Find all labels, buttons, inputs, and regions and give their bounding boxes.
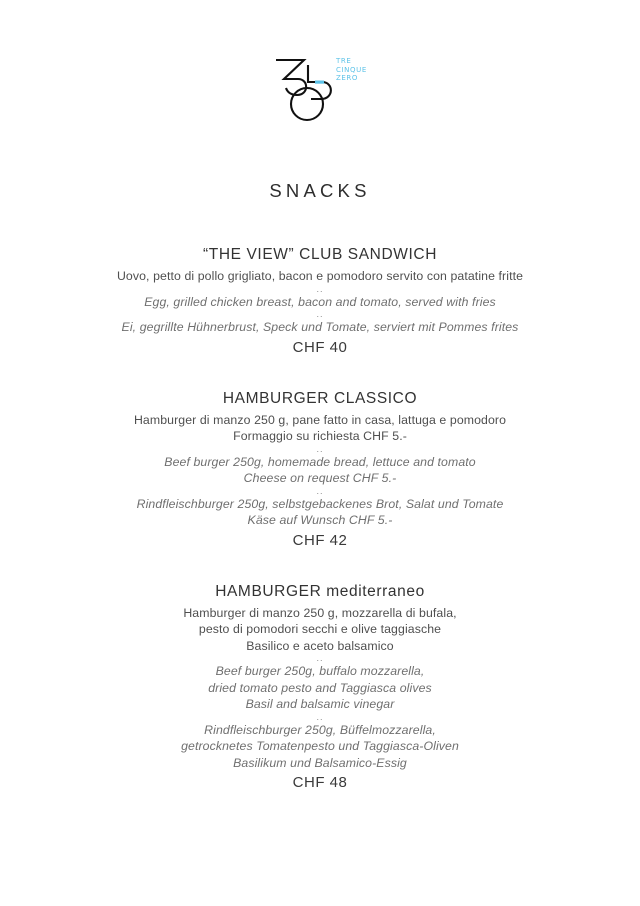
language-separator: ..: [316, 711, 324, 722]
description-line: Egg, grilled chicken breast, bacon and tomato, served with fries: [144, 294, 496, 309]
description-line: Beef burger 250g, homemade bread, lettuce and tomato: [164, 454, 476, 469]
menu-item-description-german: [0, 722, 640, 772]
section-title: SNACKS: [269, 180, 371, 201]
menu-item-description-english: [0, 454, 640, 487]
language-separator: ..: [316, 653, 324, 663]
description-line: Hamburger di manzo 250 g, pane fatto in casa, lattuga e pomodoro: [133, 412, 507, 427]
logo-word-tre: TRE: [336, 57, 352, 65]
logo-wordmark: [336, 57, 367, 83]
menu-item-description-english: [0, 663, 640, 713]
description-line: Cheese on request CHF 5.-: [243, 471, 397, 485]
menu-item-name: HAMBURGER mediterraneo: [215, 582, 425, 600]
menu-item-description-italian: [0, 412, 640, 445]
menu-item: [0, 246, 640, 356]
description-line: Käse auf Wunsch CHF 5.-: [247, 513, 393, 527]
description-line: pesto di pomodori secchi e olive taggiasche: [198, 622, 442, 636]
description-line: Beef burger 250g, buffalo mozzarella,: [215, 664, 425, 678]
description-line: Rindfleischburger 250g, selbstgebackenes Brot, Salat und Tomate: [136, 496, 504, 511]
menu-item-price: CHF 40: [292, 338, 348, 356]
language-separator: ..: [316, 283, 324, 294]
description-line: Rindfleischburger 250g, Büffelmozzarella,: [204, 722, 436, 737]
menu-item-description-german: [0, 319, 640, 336]
description-line: Ei, gegrillte Hühnerbrust, Speck und Tomate, serviert mit Pommes frites: [121, 320, 519, 334]
description-line: Hamburger di manzo 250 g, mozzarella di bufala,: [183, 605, 457, 620]
description-line: Basil and balsamic vinegar: [245, 697, 395, 711]
description-line: getrocknetes Tomatenpesto und Taggiasca-Oliven: [181, 739, 459, 753]
brand-logo: [0, 0, 640, 124]
language-separator: ..: [316, 443, 324, 454]
language-separator: ..: [316, 309, 324, 319]
menu-item: [0, 583, 640, 792]
menu-item-price: CHF 48: [292, 774, 348, 791]
logo-word-cinque: CINQUE: [336, 65, 367, 74]
menu-item-name: “THE VIEW” CLUB SANDWICH: [203, 246, 437, 263]
menu-item-description-italian: [0, 605, 640, 655]
menu-item-description-german: [0, 496, 640, 529]
description-line: Formaggio su richiesta CHF 5.-: [233, 429, 407, 443]
logo-word-zero: ZERO: [336, 74, 358, 82]
description-line: Basilikum und Balsamico-Essig: [233, 755, 407, 770]
description-line: Uovo, petto di pollo grigliato, bacon e pomodoro servito con patatine fritte: [116, 269, 524, 283]
language-separator: ..: [316, 485, 324, 496]
menu-item-description-italian: [0, 268, 640, 285]
menu-item: [0, 390, 640, 549]
description-line: Basilico e aceto balsamico: [246, 638, 394, 653]
logo-mark: [268, 52, 372, 124]
menu-item-name: HAMBURGER CLASSICO: [222, 389, 418, 407]
menu-item-description-english: [0, 294, 640, 311]
menu-item-price: CHF 42: [292, 531, 348, 549]
menu-items-list: [0, 246, 640, 791]
description-line: dried tomato pesto and Taggiasca olives: [208, 680, 432, 695]
